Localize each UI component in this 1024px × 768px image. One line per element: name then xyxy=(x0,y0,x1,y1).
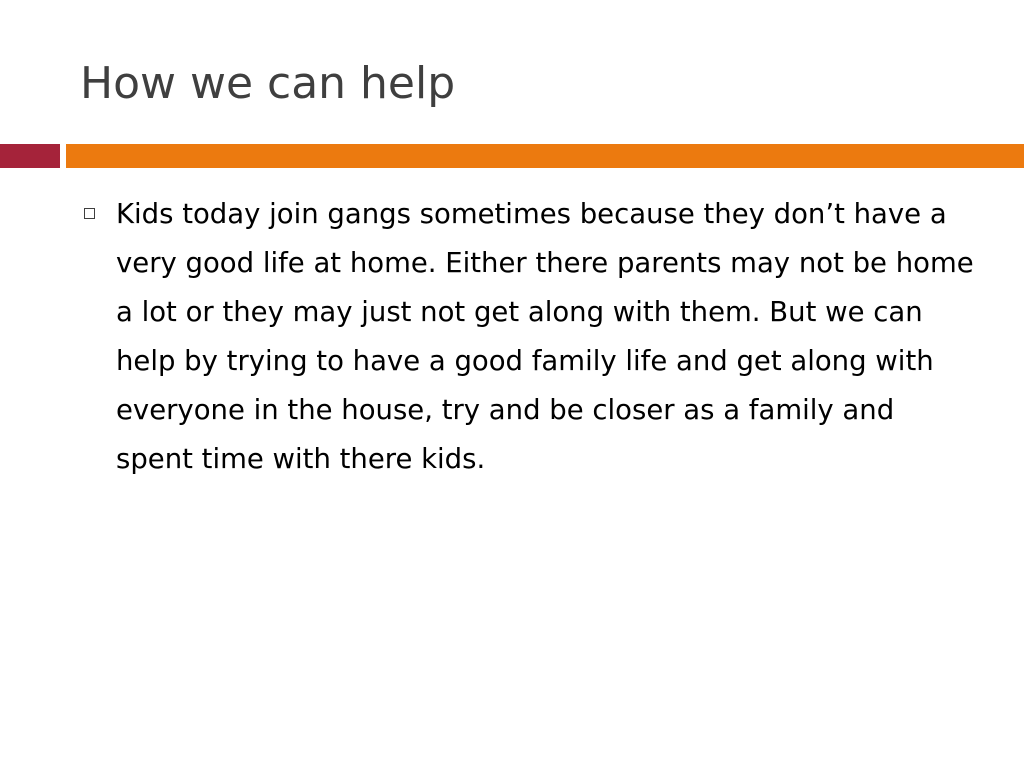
slide-title: How we can help xyxy=(80,58,456,109)
title-accent-bar-left xyxy=(0,144,60,168)
bullet-list xyxy=(80,190,980,484)
hollow-square-icon xyxy=(84,208,95,219)
bullet-text: Kids today join gangs sometimes because they don’t have a very good life at home. Either there parents may not be home a lot or they may just not get along with them. But we can help by trying to have a good family life and get along with everyone in the house, try and be closer as a family and spent time with there kids. xyxy=(116,198,974,475)
title-accent-bar-right xyxy=(66,144,1024,168)
bullet-item xyxy=(80,190,980,484)
